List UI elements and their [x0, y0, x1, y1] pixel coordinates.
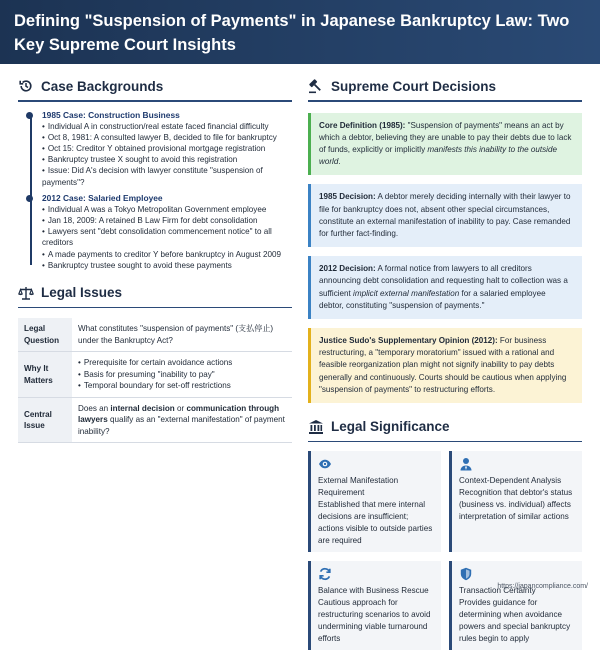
timeline-dot — [26, 195, 33, 202]
case-backgrounds-heading — [18, 76, 292, 96]
section-divider — [18, 307, 292, 309]
list-item: • Issue: Did A's decision with lawyer constitute "suspension of payments"? — [42, 165, 292, 187]
row-value — [72, 352, 292, 398]
row-value: What constitutes "suspension of payments" (支払停止) under the Bankruptcy Act? — [72, 318, 292, 352]
timeline-line — [30, 114, 32, 265]
significance-card — [308, 561, 441, 650]
list-item: • A made payments to creditor Y before bankruptcy in August 2009 — [42, 249, 292, 260]
page-header — [0, 0, 600, 64]
significance-card-desc: Provides guidance for determining when avoidance powers and special bankruptcy rules begin to apply — [459, 598, 571, 644]
timeline-dot — [26, 112, 33, 119]
significance-title: Legal Significance — [331, 419, 450, 435]
decision-card-2012: 2012 Decision: A formal notice from lawyers to all creditors announcing debt consolidation and requesting halt to collection was a sufficient implicit external manifestation for a salaried employee debtor, constituting "suspension of payments." — [308, 256, 582, 319]
case-backgrounds-title: Case Backgrounds — [41, 78, 164, 94]
timeline-group-title: 1985 Case: Construction Business — [42, 109, 180, 120]
significance-card — [449, 451, 582, 552]
significance-card-title: Context-Dependent Analysis — [459, 476, 562, 486]
list-item: • Jan 18, 2009: A retained B Law Firm for debt consolidation — [42, 215, 292, 226]
timeline-group-title: 2012 Case: Salaried Employee — [42, 192, 163, 203]
significance-card-desc: Established that mere internal decisions are insufficient; actions visible to outside parties are required — [318, 500, 433, 546]
gavel-icon — [308, 78, 324, 94]
section-divider — [308, 100, 582, 102]
row-label: Legal Question — [18, 318, 72, 352]
list-item: • Lawyers sent "debt consolidation commencement notice" to all creditors — [42, 226, 292, 248]
eye-icon — [318, 457, 332, 471]
shield-icon — [459, 567, 473, 581]
list-item: • Individual A in construction/real estate faced financial difficulty — [42, 121, 292, 132]
list-item: • Temporal boundary for set-off restrictions — [78, 380, 286, 392]
list-item: • Bankruptcy trustee sought to avoid these payments — [42, 260, 292, 271]
balance-scale-icon — [18, 285, 34, 301]
list-item: • Basis for presuming "inability to pay" — [78, 369, 286, 381]
significance-grid — [308, 451, 582, 650]
list-item: • Individual A was a Tokyo Metropolitan Government employee — [42, 204, 292, 215]
row-value: Does an internal decision or communication through lawyers qualify as an "external manifestation" of payment inability? — [72, 397, 292, 443]
list-item: • Bankruptcy trustee X sought to avoid this registration — [42, 154, 292, 165]
list-item: • Oct 15: Creditor Y obtained provisional mortgage registration — [42, 143, 292, 154]
history-icon — [18, 78, 34, 94]
significance-heading — [308, 417, 582, 437]
left-column — [18, 76, 292, 443]
table-row — [18, 318, 292, 352]
section-divider — [308, 441, 582, 443]
legal-issues-heading — [18, 283, 292, 303]
table-row — [18, 397, 292, 443]
table-row — [18, 352, 292, 398]
list-item: • Oct 8, 1981: A consulted lawyer B, decided to file for bankruptcy — [42, 132, 292, 143]
significance-card-title: Balance with Business Rescue — [318, 586, 429, 596]
decisions-title: Supreme Court Decisions — [331, 78, 497, 94]
decisions-heading — [308, 76, 582, 96]
sync-icon — [318, 567, 332, 581]
page-title: Defining "Suspension of Payments" in Japanese Bankruptcy Law: Two Key Supreme Court Insights — [14, 12, 570, 54]
row-label: Central Issue — [18, 397, 72, 443]
user-tie-icon — [459, 457, 473, 471]
decision-card-core-definition: Core Definition (1985): "Suspension of payments" means an act by which a debtor, believing they are unable to pay their debts due to lack of funds, explicitly or implicitly manifests this inability to the outside world. — [308, 113, 582, 176]
significance-card-title: External Manifestation Requirement — [318, 476, 399, 498]
decision-card-1985: 1985 Decision: A debtor merely deciding internally with their lawyer to file for bankruptcy does not, absent other special circumstances, constitute an external manifestation of inability to pay. Case remanded for further fact-finding. — [308, 184, 582, 247]
footer-url[interactable]: https://japancompliance.com/ — [497, 583, 588, 590]
significance-card-desc: Cautious approach for restructuring scenarios to avoid undermining viable turnaround efforts — [318, 598, 431, 644]
row-label: Why It Matters — [18, 352, 72, 398]
legal-issues-table — [18, 318, 292, 443]
decision-cards — [308, 113, 582, 403]
timeline-group-2012 — [42, 193, 292, 271]
significance-card — [449, 561, 582, 650]
section-divider — [18, 100, 292, 102]
significance-card — [308, 451, 441, 552]
case-timeline — [18, 110, 292, 271]
right-column — [308, 76, 582, 650]
decision-card-supplementary-opinion: Justice Sudo's Supplementary Opinion (2012): For business restructuring, a "temporary moratorium" issued with a rational and feasible reorganization plan might not signify inability to pay debts generally and continuously. Courts should be cautious when applying "suspension of payments" to restructuring efforts. — [308, 328, 582, 403]
timeline-group-1985 — [42, 110, 292, 188]
landmark-icon — [308, 419, 324, 435]
legal-issues-title: Legal Issues — [41, 285, 123, 301]
significance-card-title: Transaction Certainty — [459, 586, 536, 596]
significance-card-desc: Recognition that debtor's status (business vs. individual) affects interpretation of similar actions — [459, 488, 573, 522]
list-item: • Prerequisite for certain avoidance actions — [78, 357, 286, 369]
